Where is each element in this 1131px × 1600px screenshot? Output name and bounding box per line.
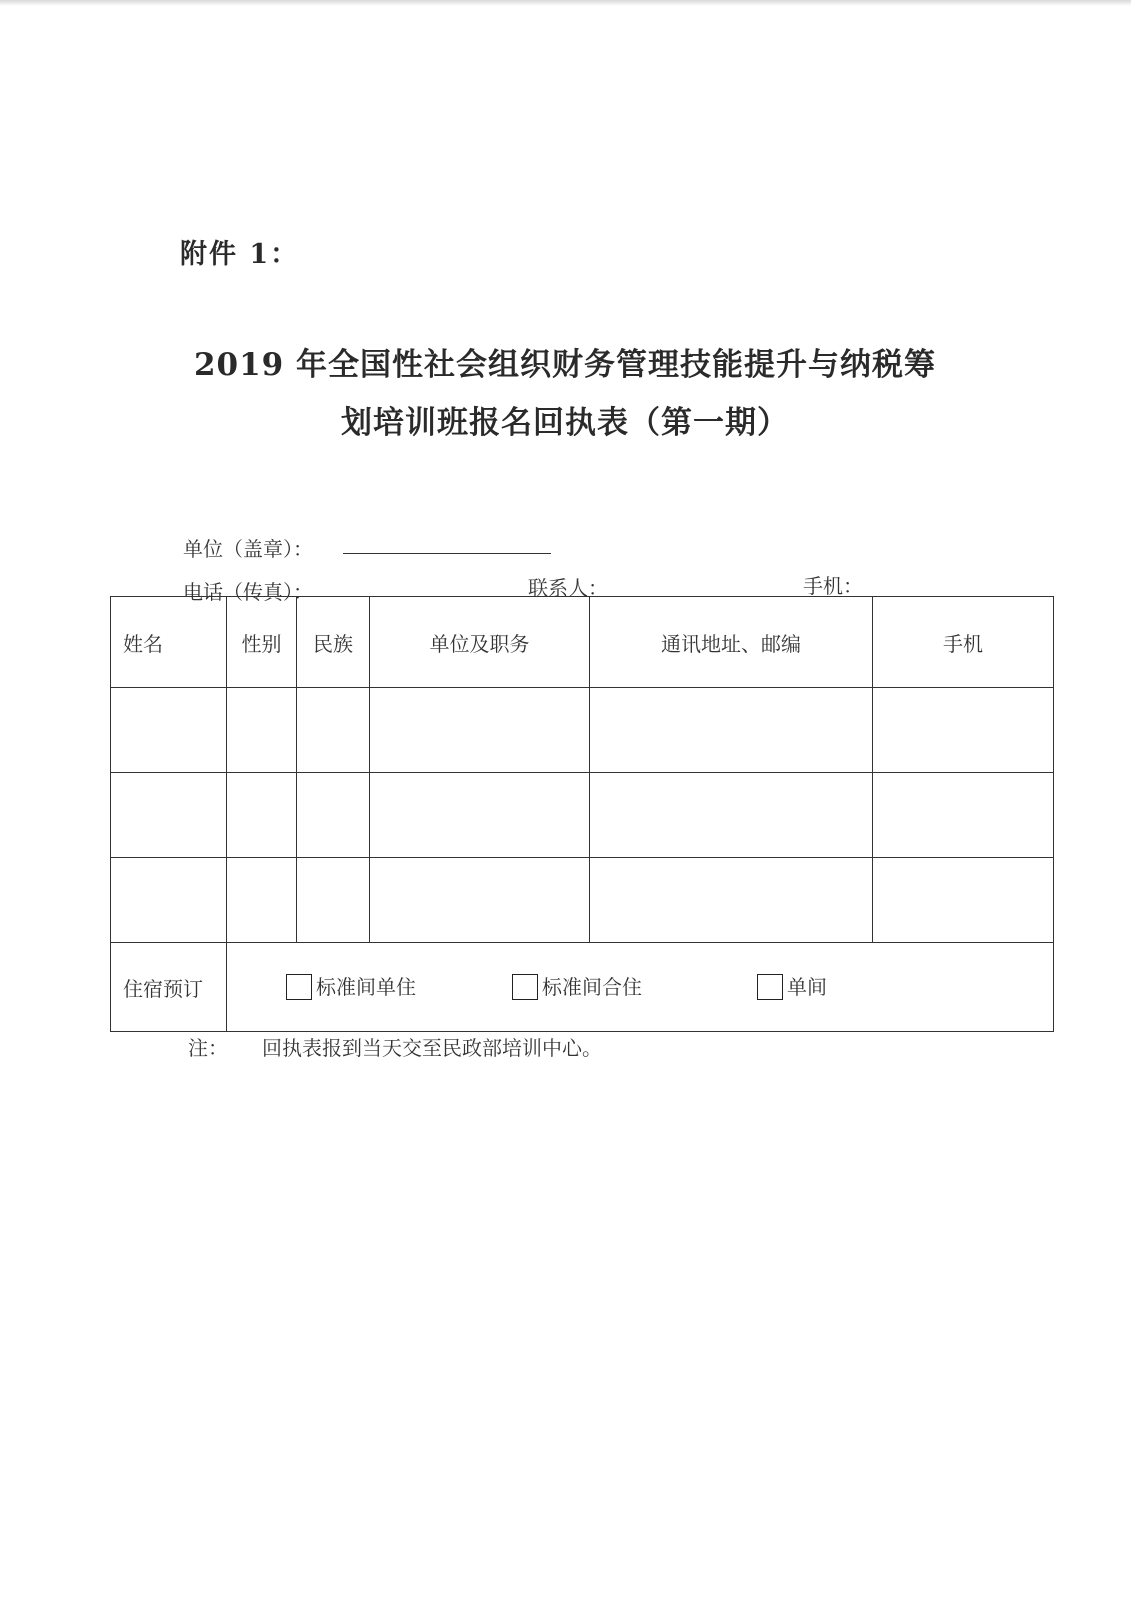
unit-position-cell[interactable] [370, 688, 590, 773]
note-label: 注： [188, 1036, 228, 1060]
mobile-cell[interactable] [873, 858, 1054, 943]
option-standard-shared[interactable] [512, 971, 642, 1000]
address-cell[interactable] [590, 688, 873, 773]
checkbox-single-room[interactable] [757, 974, 783, 1000]
attachment-label: 附件 1： [180, 239, 300, 270]
contact-label: 联系人： [528, 576, 608, 600]
header-unit-position: 单位及职务 [370, 597, 590, 688]
accommodation-label: 住宿预订 [111, 943, 227, 1032]
name-cell[interactable] [111, 688, 227, 773]
address-cell[interactable] [590, 858, 873, 943]
unit-position-cell[interactable] [370, 773, 590, 858]
header-name: 姓名 [111, 597, 227, 688]
option-standard-shared-label: 标准间合住 [542, 975, 642, 999]
ethnicity-cell[interactable] [297, 858, 370, 943]
option-single-room[interactable] [757, 971, 827, 1000]
name-cell[interactable] [111, 773, 227, 858]
registration-table [110, 596, 1054, 1032]
ethnicity-cell[interactable] [297, 688, 370, 773]
accommodation-options [227, 943, 1054, 1032]
unit-position-cell[interactable] [370, 858, 590, 943]
option-standard-single-label: 标准间单住 [316, 975, 416, 999]
ethnicity-cell[interactable] [297, 773, 370, 858]
header-address-postcode: 通讯地址、邮编 [590, 597, 873, 688]
name-cell[interactable] [111, 858, 227, 943]
address-cell[interactable] [590, 773, 873, 858]
unit-signature-line[interactable] [343, 553, 551, 554]
mobile-label: 手机： [803, 574, 863, 598]
phone-label: 电话（传真）： [183, 580, 313, 604]
scan-edge [0, 0, 1131, 6]
unit-label: 单位（盖章）： [183, 537, 313, 561]
mobile-cell[interactable] [873, 773, 1054, 858]
table-row [111, 773, 1054, 858]
header-ethnicity: 民族 [297, 597, 370, 688]
mobile-cell[interactable] [873, 688, 1054, 773]
checkbox-standard-single[interactable] [286, 974, 312, 1000]
table-row [111, 858, 1054, 943]
header-mobile: 手机 [873, 597, 1054, 688]
checkbox-standard-shared[interactable] [512, 974, 538, 1000]
gender-cell[interactable] [227, 858, 297, 943]
table-row [111, 688, 1054, 773]
accommodation-row [111, 943, 1054, 1032]
table-header-row [111, 597, 1054, 688]
title-line-2: 划培训班报名回执表（第一期） [341, 405, 789, 441]
option-standard-single[interactable] [286, 971, 416, 1000]
title-line-1: 2019 年全国性社会组织财务管理技能提升与纳税筹 [193, 347, 937, 383]
gender-cell[interactable] [227, 773, 297, 858]
note-text: 回执表报到当天交至民政部培训中心。 [262, 1036, 602, 1060]
header-gender: 性别 [227, 597, 297, 688]
option-single-room-label: 单间 [787, 975, 827, 999]
footnote [188, 1032, 602, 1061]
document-title [150, 336, 980, 452]
gender-cell[interactable] [227, 688, 297, 773]
